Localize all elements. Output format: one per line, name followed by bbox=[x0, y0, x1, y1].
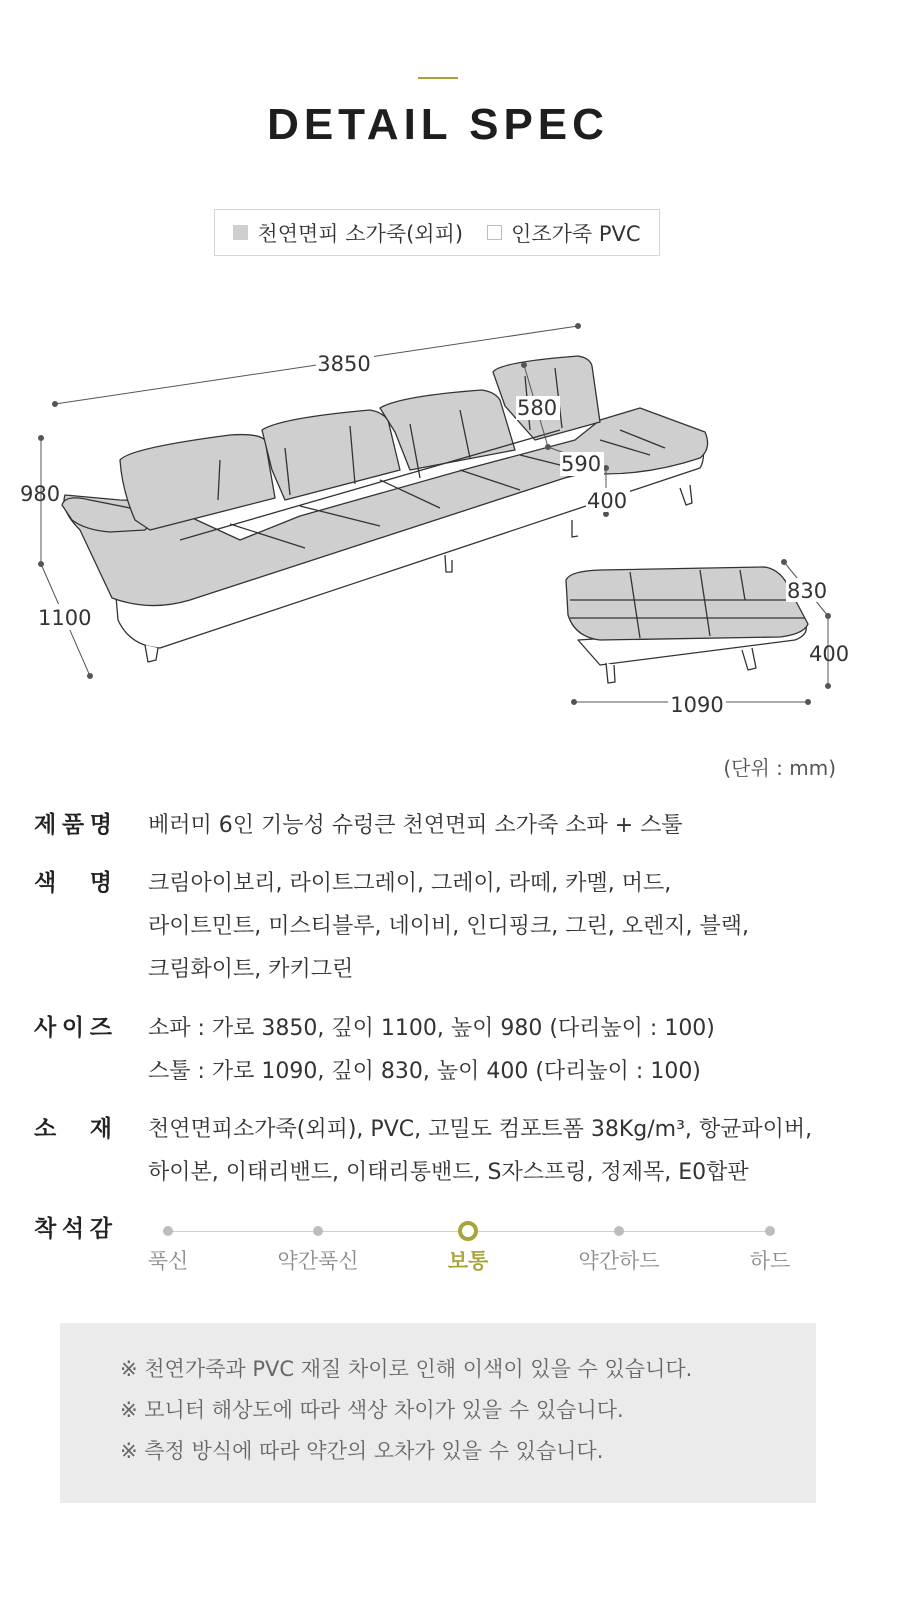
comfort-option-label: 푹신 bbox=[147, 1249, 189, 1273]
spec-value-name: 베러미 6인 기능성 슈렁큰 천연면피 소가죽 소파 + 스툴 bbox=[148, 813, 683, 838]
spec-label-material: 소 재 bbox=[34, 1116, 112, 1142]
comfort-option-label: 보통 bbox=[447, 1249, 489, 1273]
notice-line: ※ 천연가죽과 PVC 재질 차이로 인해 이색이 있을 수 있습니다. bbox=[120, 1357, 693, 1381]
notice-line: ※ 모니터 해상도에 따라 색상 차이가 있을 수 있습니다. bbox=[120, 1398, 624, 1422]
comfort-dot bbox=[614, 1226, 624, 1236]
dim-sofa-depth: 1100 bbox=[38, 606, 92, 630]
legend-label-leather: 천연면피 소가죽(외피) bbox=[257, 221, 464, 246]
dim-headrest: 580 bbox=[517, 396, 558, 420]
spec-label-color: 색 명 bbox=[34, 870, 112, 896]
legend-item-pvc bbox=[487, 218, 641, 248]
spec-label-size: 사 이 즈 bbox=[34, 1015, 112, 1041]
spec-row-color bbox=[34, 862, 864, 982]
comfort-dot bbox=[765, 1226, 775, 1236]
comfort-option-label: 하드 bbox=[749, 1249, 791, 1273]
spec-value-color: 크림아이보리, 라이트그레이, 그레이, 라떼, 카멜, 머드, 라이트민트, 미스티블루, 네이비, 인디핑크, 그린, 오렌지, 블랙, 크림화이트, 카키그린 bbox=[148, 871, 749, 982]
filled-swatch-icon bbox=[233, 225, 248, 240]
legend-label-pvc: 인조가죽 PVC bbox=[511, 221, 641, 246]
spec-row-name bbox=[34, 804, 864, 847]
dim-stool-height: 400 bbox=[809, 642, 850, 666]
comfort-dot-selected bbox=[458, 1221, 478, 1241]
dim-sofa-height: 980 bbox=[20, 482, 61, 506]
spec-value-material: 천연면피소가죽(외피), PVC, 고밀도 컴포트폼 38Kg/m³, 항균파이버, 하이본, 이태리밴드, 이태리통밴드, S자스프링, 정제목, E0합판 bbox=[148, 1117, 813, 1185]
material-legend bbox=[214, 209, 660, 256]
comfort-option-label: 약간푹신 bbox=[277, 1249, 359, 1273]
unit-note: (단위 : mm) bbox=[723, 756, 836, 780]
spec-row-material bbox=[34, 1108, 864, 1185]
dim-seat-height: 400 bbox=[587, 489, 628, 513]
comfort-dot bbox=[163, 1226, 173, 1236]
notice-box bbox=[60, 1323, 816, 1503]
dim-stool-width: 1090 bbox=[670, 693, 724, 717]
legend-item-leather bbox=[233, 218, 463, 248]
spec-value-size: 소파 : 가로 3850, 깊이 1100, 높이 980 (다리높이 : 100) 스툴 : 가로 1090, 깊이 830, 높이 400 (다리높이 : 100) bbox=[148, 1016, 715, 1084]
page-title: DETAIL SPEC bbox=[267, 100, 609, 149]
comfort-option-label: 약간하드 bbox=[578, 1249, 660, 1273]
dim-sofa-width: 3850 bbox=[317, 352, 371, 376]
notice-line: ※ 측정 방식에 따라 약간의 오차가 있을 수 있습니다. bbox=[120, 1439, 604, 1463]
dim-seat-depth: 590 bbox=[561, 452, 602, 476]
comfort-dot bbox=[313, 1226, 323, 1236]
dim-stool-depth: 830 bbox=[787, 579, 828, 603]
sofa-illustration bbox=[62, 356, 808, 683]
spec-label-comfort: 착 석 감 bbox=[34, 1216, 112, 1242]
title-accent-line bbox=[418, 77, 458, 79]
outline-swatch-icon bbox=[487, 225, 502, 240]
sofa-dimension-diagram bbox=[0, 300, 900, 730]
spec-row-size bbox=[34, 1007, 864, 1084]
spec-label-name: 제 품 명 bbox=[34, 812, 112, 838]
